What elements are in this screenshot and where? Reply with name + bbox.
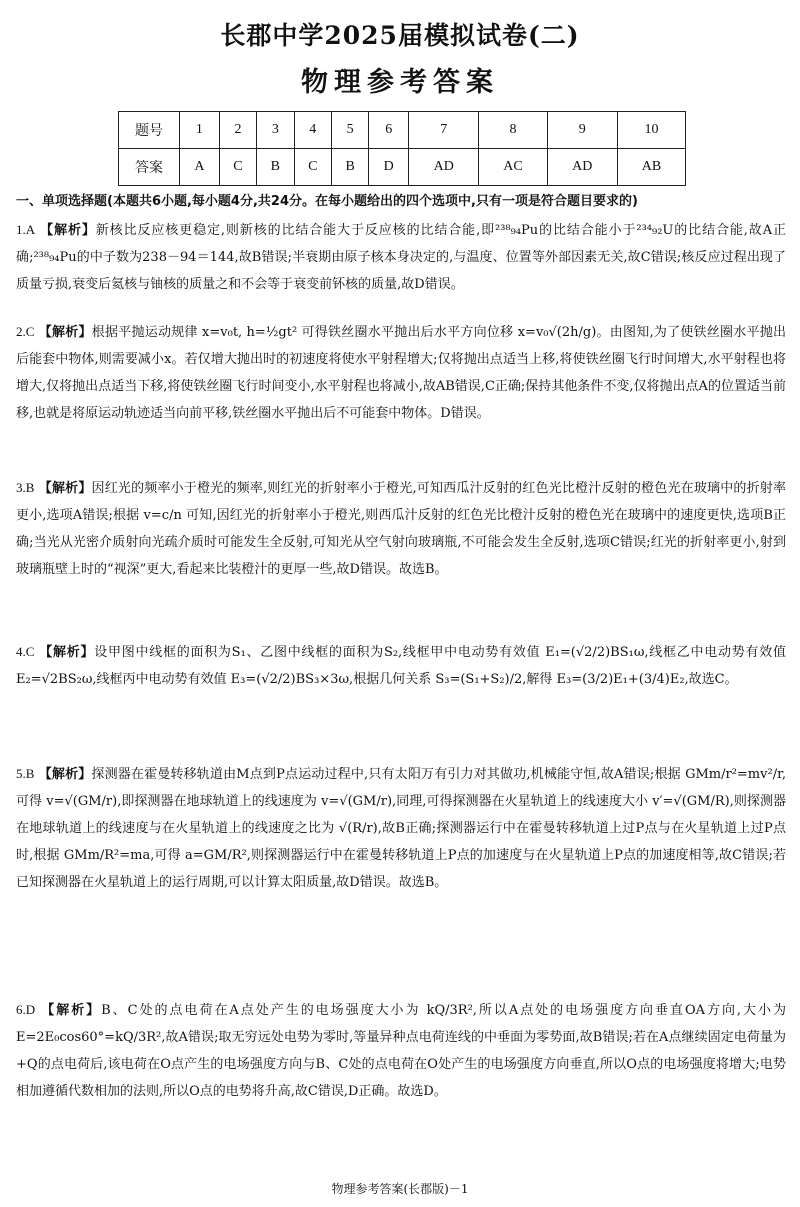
analysis-tag: 【解析】 — [39, 645, 95, 660]
exam-title: 长郡中学2025届模拟试卷(二) — [220, 21, 580, 50]
answer-row — [119, 149, 686, 186]
row-label: 题号 — [119, 112, 180, 149]
explanation-item — [16, 996, 786, 1105]
explanation-item — [16, 638, 786, 693]
item-number: 3.B — [16, 480, 35, 495]
page-title: 物理参考答案 — [301, 67, 499, 98]
answer-cell: AB — [617, 149, 685, 186]
item-text: 新核比反应核更稳定,则新核的比结合能大于反应核的比结合能,即²³⁸₉₄Pu的比结合能小于²³⁴₉₂U的比结合能,故A正确;²³⁸₉₄Pu的中子数为238－94＝144,故B错误;半衰期由原子核本身决定的,与温度、位置等外部因素无关,故C错误;核反应过程出现了质量亏损,衰变后氦核与铀核的质量之和不会等于衰变前钚核的质量,故D错误。 — [16, 223, 786, 292]
question-number: 1 — [180, 112, 220, 149]
answer-cell: B — [257, 149, 294, 186]
answer-table — [118, 111, 686, 186]
answer-cell: AD — [547, 149, 617, 186]
question-number: 8 — [479, 112, 547, 149]
analysis-tag: 【解析】 — [38, 481, 92, 496]
answer-cell: D — [369, 149, 409, 186]
answer-cell: C — [294, 149, 331, 186]
analysis-tag: 【解析】 — [40, 223, 96, 238]
item-text: 因红光的频率小于橙光的频率,则红光的折射率小于橙光,可知西瓜汁反射的红色光比橙汁反射的橙色光在玻璃中的折射率更小,选项A错误;根据 v=c/n 可知,因红光的折射率小于橙光,则西瓜汁反射的红色光比橙汁反射的橙色光在玻璃中的速度更快,选项B正确;当光从光密介质射向光疏介质时可能发生全反射,可知光从空气射向玻璃瓶,不可能会发生全反射,选项C错误;红光的折射率更小,射到玻璃瓶壁上时的“视深”更大,看起来比装橙汁的更厚一些,故D错误。故选B。 — [16, 481, 786, 577]
question-number: 6 — [369, 112, 409, 149]
question-number: 7 — [409, 112, 479, 149]
question-number: 9 — [547, 112, 617, 149]
item-text: B、C处的点电荷在A点处产生的电场强度大小为 kQ/3R²,所以A点处的电场强度方向垂直OA方向,大小为 E=2E₀cos60°=kQ/3R²,故A错误;取无穷远处电势为零时,等量异种点电荷连线的中垂面为零势面,故B错误;若在A点继续固定电荷量为+Q的点电荷后,该电荷在O点产生的电场强度方向与B、C处的点电荷在O处产生的电场强度方向垂直,所以O点的电场强度将增大;电势相加遵循代数相加的法则,所以O点的电势将升高,故C错误,D正确。故选D。 — [16, 1003, 786, 1099]
row-label: 答案 — [119, 149, 180, 186]
question-number: 5 — [331, 112, 368, 149]
question-number: 4 — [294, 112, 331, 149]
page-footer: 物理参考答案(长郡版)－1 — [331, 1182, 469, 1196]
item-text: 根据平抛运动规律 x=v₀t, h=½gt² 可得铁丝圈水平抛出后水平方向位移 x=v₀√(2h/g)。由图知,为了使铁丝圈水平抛出后能套中物体,则需要减小x。若仅增大抛出时的初速度将使水平射程增大;仅将抛出点适当上移,将使铁丝圈飞行时间增大,水平射程也将增大,仅将抛出点适当下移,将使铁丝圈飞行时间变小,水平射程也将减小,故AB错误,C正确;保持其他条件不变,仅将抛出点A的位置适当前移,也就是将原运动轨迹适当向前平移,铁丝圈水平抛出后不可能套中物体。D错误。 — [16, 325, 786, 421]
item-text: 设甲图中线框的面积为S₁、乙图中线框的面积为S₂,线框甲中电动势有效值 E₁=(√2/2)BS₁ω,线框乙中电动势有效值 E₂=√2BS₂ω,线框丙中电动势有效值 E₃=(√2/2)BS₃×3ω,根据几何关系 S₃=(S₁+S₂)/2,解得 E₃=(3/2)E₁+(3/4)E₂,故选C。 — [16, 645, 786, 687]
analysis-tag: 【解析】 — [38, 325, 92, 340]
question-number: 3 — [257, 112, 294, 149]
item-number: 6.D — [16, 1002, 36, 1017]
item-number: 5.B — [16, 766, 35, 781]
answer-cell: A — [180, 149, 220, 186]
answer-cell: AC — [479, 149, 547, 186]
answer-cell: B — [331, 149, 368, 186]
explanation-item — [16, 760, 786, 896]
question-number: 10 — [617, 112, 685, 149]
question-number-row — [119, 112, 686, 149]
item-number: 4.C — [16, 644, 35, 659]
question-number: 2 — [219, 112, 256, 149]
explanation-item — [16, 216, 786, 298]
item-number: 1.A — [16, 222, 36, 237]
section-heading: 一、单项选择题(本题共6小题,每小题4分,共24分。在每小题给出的四个选项中,只有一项是符合题目要求的) — [16, 194, 638, 209]
item-number: 2.C — [16, 324, 35, 339]
answer-cell: C — [219, 149, 256, 186]
explanation-item — [16, 318, 786, 427]
analysis-tag: 【解析】 — [38, 767, 92, 782]
item-text: 探测器在霍曼转移轨道由M点到P点运动过程中,只有太阳万有引力对其做功,机械能守恒,故A错误;根据 GMm/r²=mv²/r,可得 v=√(GM/r),即探测器在地球轨道上的线速度为 v=√(GM/r),同理,可得探测器在火星轨道上的线速度大小 v′=√(GM/R),则探测器在地球轨道上的线速度与在火星轨道上的线速度之比为 √(R/r),故B正确;探测器运行中在霍曼转移轨道上过P点与在火星轨道上过P点时,根据 GMm/R²=ma,可得 a=GM/R²,则探测器运行中在霍曼转移轨道上P点的加速度与在火星轨道上P点的加速度相等,故C错误;若已知探测器在火星轨道上的运行周期,可以计算太阳质量,故D错误。故选B。 — [16, 767, 786, 890]
analysis-tag: 【解析】 — [41, 1003, 102, 1018]
answer-cell: AD — [409, 149, 479, 186]
explanation-item — [16, 474, 786, 583]
